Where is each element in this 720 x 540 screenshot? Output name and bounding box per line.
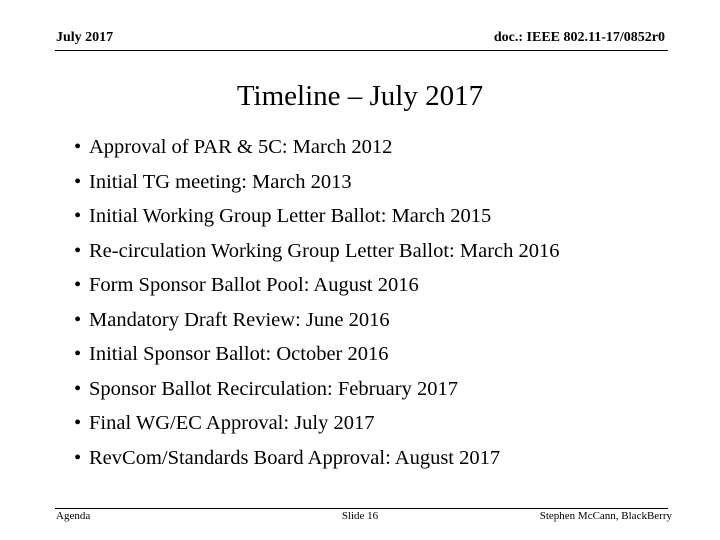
list-item <box>0 165 720 200</box>
list-item <box>0 234 720 269</box>
header-divider <box>55 50 668 51</box>
list-item <box>0 303 720 338</box>
bullet-text: Initial Working Group Letter Ballot: March 2015 <box>89 205 492 227</box>
bullet-text: Approval of PAR & 5C: March 2012 <box>89 136 393 158</box>
bullet-text: Mandatory Draft Review: June 2016 <box>89 308 390 331</box>
bullet-text: Sponsor Ballot Recirculation: February 2017 <box>89 377 458 400</box>
header-doc-id: doc.: IEEE 802.11-17/0852r0 <box>493 30 665 45</box>
list-item <box>0 130 720 165</box>
bullet-icon: • <box>74 205 82 227</box>
list-item <box>0 441 720 476</box>
bullet-icon: • <box>74 239 82 262</box>
bullet-text: Final WG/EC Approval: July 2017 <box>89 412 375 434</box>
footer-author: Stephen McCann, BlackBerry <box>539 510 672 522</box>
bullet-text: Initial TG meeting: March 2013 <box>89 170 352 193</box>
list-item <box>0 337 720 372</box>
bullet-text: Re-circulation Working Group Letter Ballot: March 2016 <box>89 239 560 262</box>
bullet-icon: • <box>74 170 82 193</box>
bullet-icon: • <box>74 136 82 158</box>
bullet-icon: • <box>74 308 82 331</box>
timeline-bullet-list <box>0 130 720 475</box>
bullet-text: Form Sponsor Ballot Pool: August 2016 <box>89 274 419 296</box>
footer-section: Agenda <box>56 510 91 522</box>
bullet-text: RevCom/Standards Board Approval: August 2017 <box>89 446 501 469</box>
bullet-icon: • <box>74 343 82 365</box>
footer-divider <box>55 508 668 509</box>
bullet-icon: • <box>74 377 82 400</box>
bullet-text: Initial Sponsor Ballot: October 2016 <box>89 343 389 365</box>
footer-slide-number: Slide 16 <box>341 510 379 522</box>
list-item <box>0 406 720 441</box>
list-item <box>0 372 720 407</box>
list-item <box>0 199 720 234</box>
bullet-icon: • <box>74 274 82 296</box>
bullet-icon: • <box>74 446 82 469</box>
list-item <box>0 268 720 303</box>
slide-title: Timeline – July 2017 <box>236 80 484 112</box>
bullet-icon: • <box>74 412 82 434</box>
header-date: July 2017 <box>56 30 114 45</box>
